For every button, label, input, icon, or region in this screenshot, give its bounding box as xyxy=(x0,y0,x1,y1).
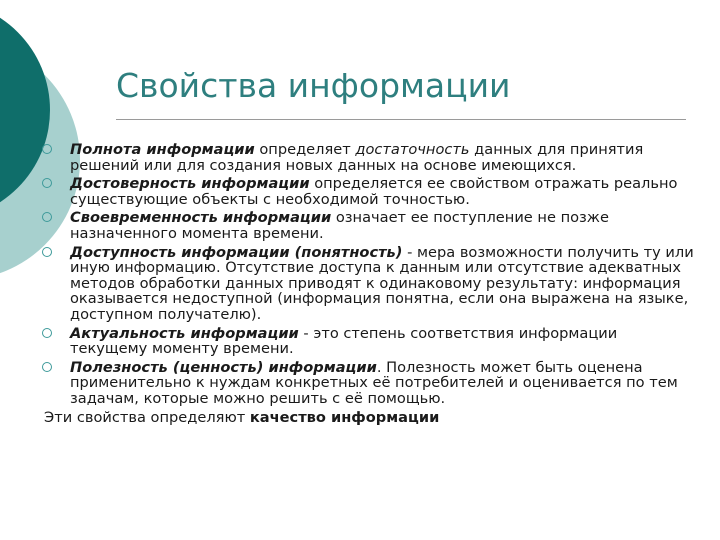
item-text: означает ее поступление не позже назначенного момента времени. xyxy=(70,209,609,242)
item-emphasis: достаточность xyxy=(355,141,470,158)
properties-list xyxy=(44,142,694,425)
bullet-icon xyxy=(42,362,52,372)
item-text-after: данных для принятия решений или для создания новых данных на основе имеющихся. xyxy=(70,141,644,174)
item-term: Доступность информации (понятность) xyxy=(70,243,403,261)
item-term: Своевременность информации xyxy=(70,209,332,227)
item-term: Полезность (ценность) информации xyxy=(70,358,377,376)
list-item xyxy=(44,360,694,407)
bullet-icon xyxy=(42,212,52,222)
list-item xyxy=(44,210,694,241)
title-divider xyxy=(116,119,686,120)
item-text: - это степень соответствия информации текущему моменту времени. xyxy=(70,324,618,358)
item-text: определяет xyxy=(254,141,356,158)
bullet-icon xyxy=(42,247,52,257)
slide-title: Свойства информации xyxy=(116,66,511,105)
list-item xyxy=(44,326,694,357)
bullet-icon xyxy=(42,178,52,188)
summary-text: Эти свойства определяют xyxy=(44,408,250,426)
item-term: Актуальность информации xyxy=(70,324,299,342)
bullet-icon xyxy=(42,328,52,338)
item-text: - мера возможности получить ту или иную информацию. Отсутствие доступа к данным или отсутствие адекватных методов обработки данных приводят к одинаковому результату: информация оказывается недоступной (информация понятна, если она выражена на языке, доступном получателю). xyxy=(70,243,694,323)
item-term: Полнота информации xyxy=(70,141,255,158)
list-item xyxy=(44,245,694,323)
bullet-icon xyxy=(42,144,52,154)
summary-line xyxy=(44,410,694,426)
item-term: Достоверность информации xyxy=(70,175,310,193)
item-text: . Полезность может быть оценена применительно к нуждам конкретных её потребителей и оценивается по тем задачам, которые можно решить с её помощью. xyxy=(70,358,678,407)
list-item xyxy=(44,142,694,173)
summary-strong: качество информации xyxy=(249,408,440,426)
item-text: определяется ее свойством отражать реально существующие объекты с необходимой точностью. xyxy=(70,175,678,208)
list-item xyxy=(44,176,694,207)
